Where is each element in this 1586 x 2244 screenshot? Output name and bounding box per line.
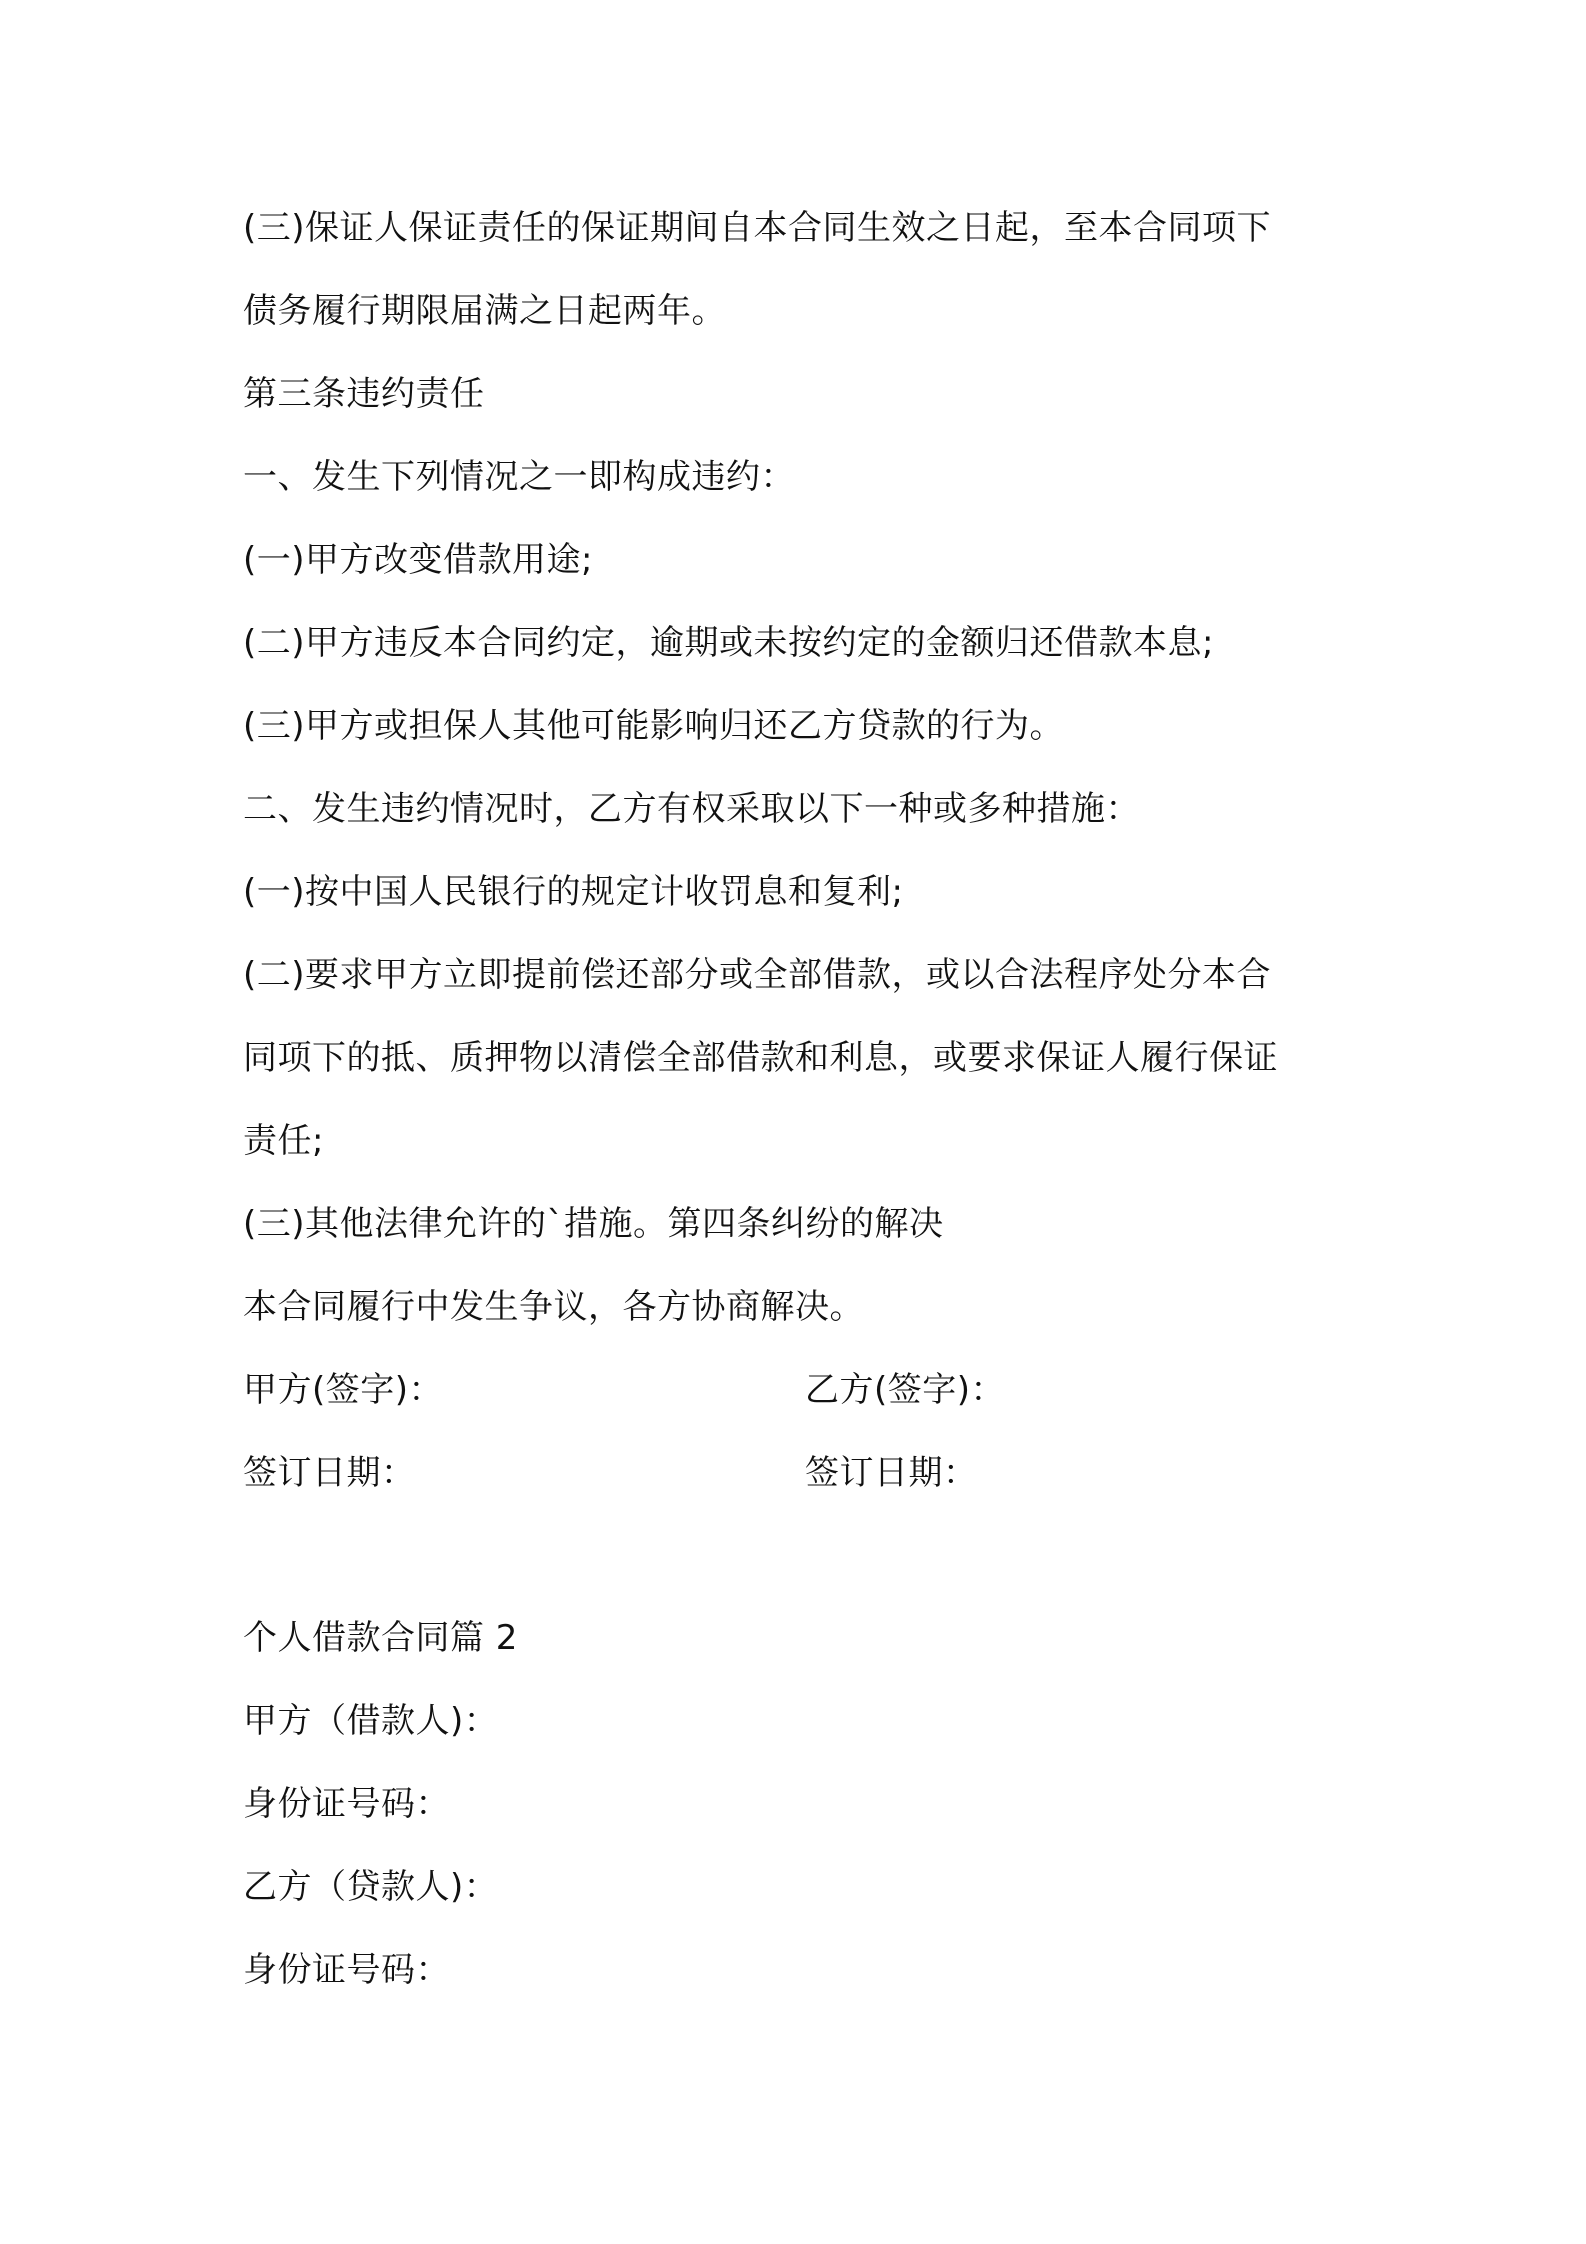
paragraph-guarantee-period-2: 债务履行期限届满之日起两年。	[243, 291, 726, 331]
party-b-date-label: 签订日期：	[805, 1453, 978, 1493]
paragraph-default-item-3: (三)甲方或担保人其他可能影响归还乙方贷款的行为。	[243, 706, 1065, 746]
paragraph-default-item-1: (一)甲方改变借款用途;	[243, 540, 593, 580]
paragraph-remedy-item-3: (三)其他法律允许的`措施。第四条纠纷的解决	[243, 1204, 944, 1244]
paragraph-default-conditions: 一、发生下列情况之一即构成违约：	[243, 457, 795, 497]
lender-label: 乙方（贷款人)：	[243, 1867, 499, 1907]
borrower-id-label: 身份证号码：	[243, 1784, 450, 1824]
article-3-heading: 第三条违约责任	[243, 374, 485, 414]
paragraph-remedies: 二、发生违约情况时，乙方有权采取以下一种或多种措施：	[243, 789, 1140, 829]
paragraph-guarantee-period-1: (三)保证人保证责任的保证期间自本合同生效之日起，至本合同项下	[243, 208, 1272, 248]
paragraph-remedy-item-2-part-1: (二)要求甲方立即提前偿还部分或全部借款，或以合法程序处分本合	[243, 955, 1272, 995]
party-a-signature-label: 甲方(签字)：	[243, 1370, 444, 1410]
borrower-label: 甲方（借款人)：	[243, 1701, 499, 1741]
section-2-title: 个人借款合同篇 2	[243, 1618, 518, 1658]
party-b-signature-label: 乙方(签字)：	[805, 1370, 1006, 1410]
paragraph-remedy-item-2-part-3: 责任;	[243, 1121, 324, 1161]
paragraph-default-item-2: (二)甲方违反本合同约定，逾期或未按约定的金额归还借款本息;	[243, 623, 1214, 663]
party-a-date-label: 签订日期：	[243, 1453, 416, 1493]
paragraph-remedy-item-1: (一)按中国人民银行的规定计收罚息和复利;	[243, 872, 904, 912]
paragraph-remedy-item-2-part-2: 同项下的抵、质押物以清偿全部借款和利息，或要求保证人履行保证	[243, 1038, 1278, 1078]
paragraph-dispute-resolution: 本合同履行中发生争议，各方协商解决。	[243, 1287, 864, 1327]
lender-id-label: 身份证号码：	[243, 1950, 450, 1990]
